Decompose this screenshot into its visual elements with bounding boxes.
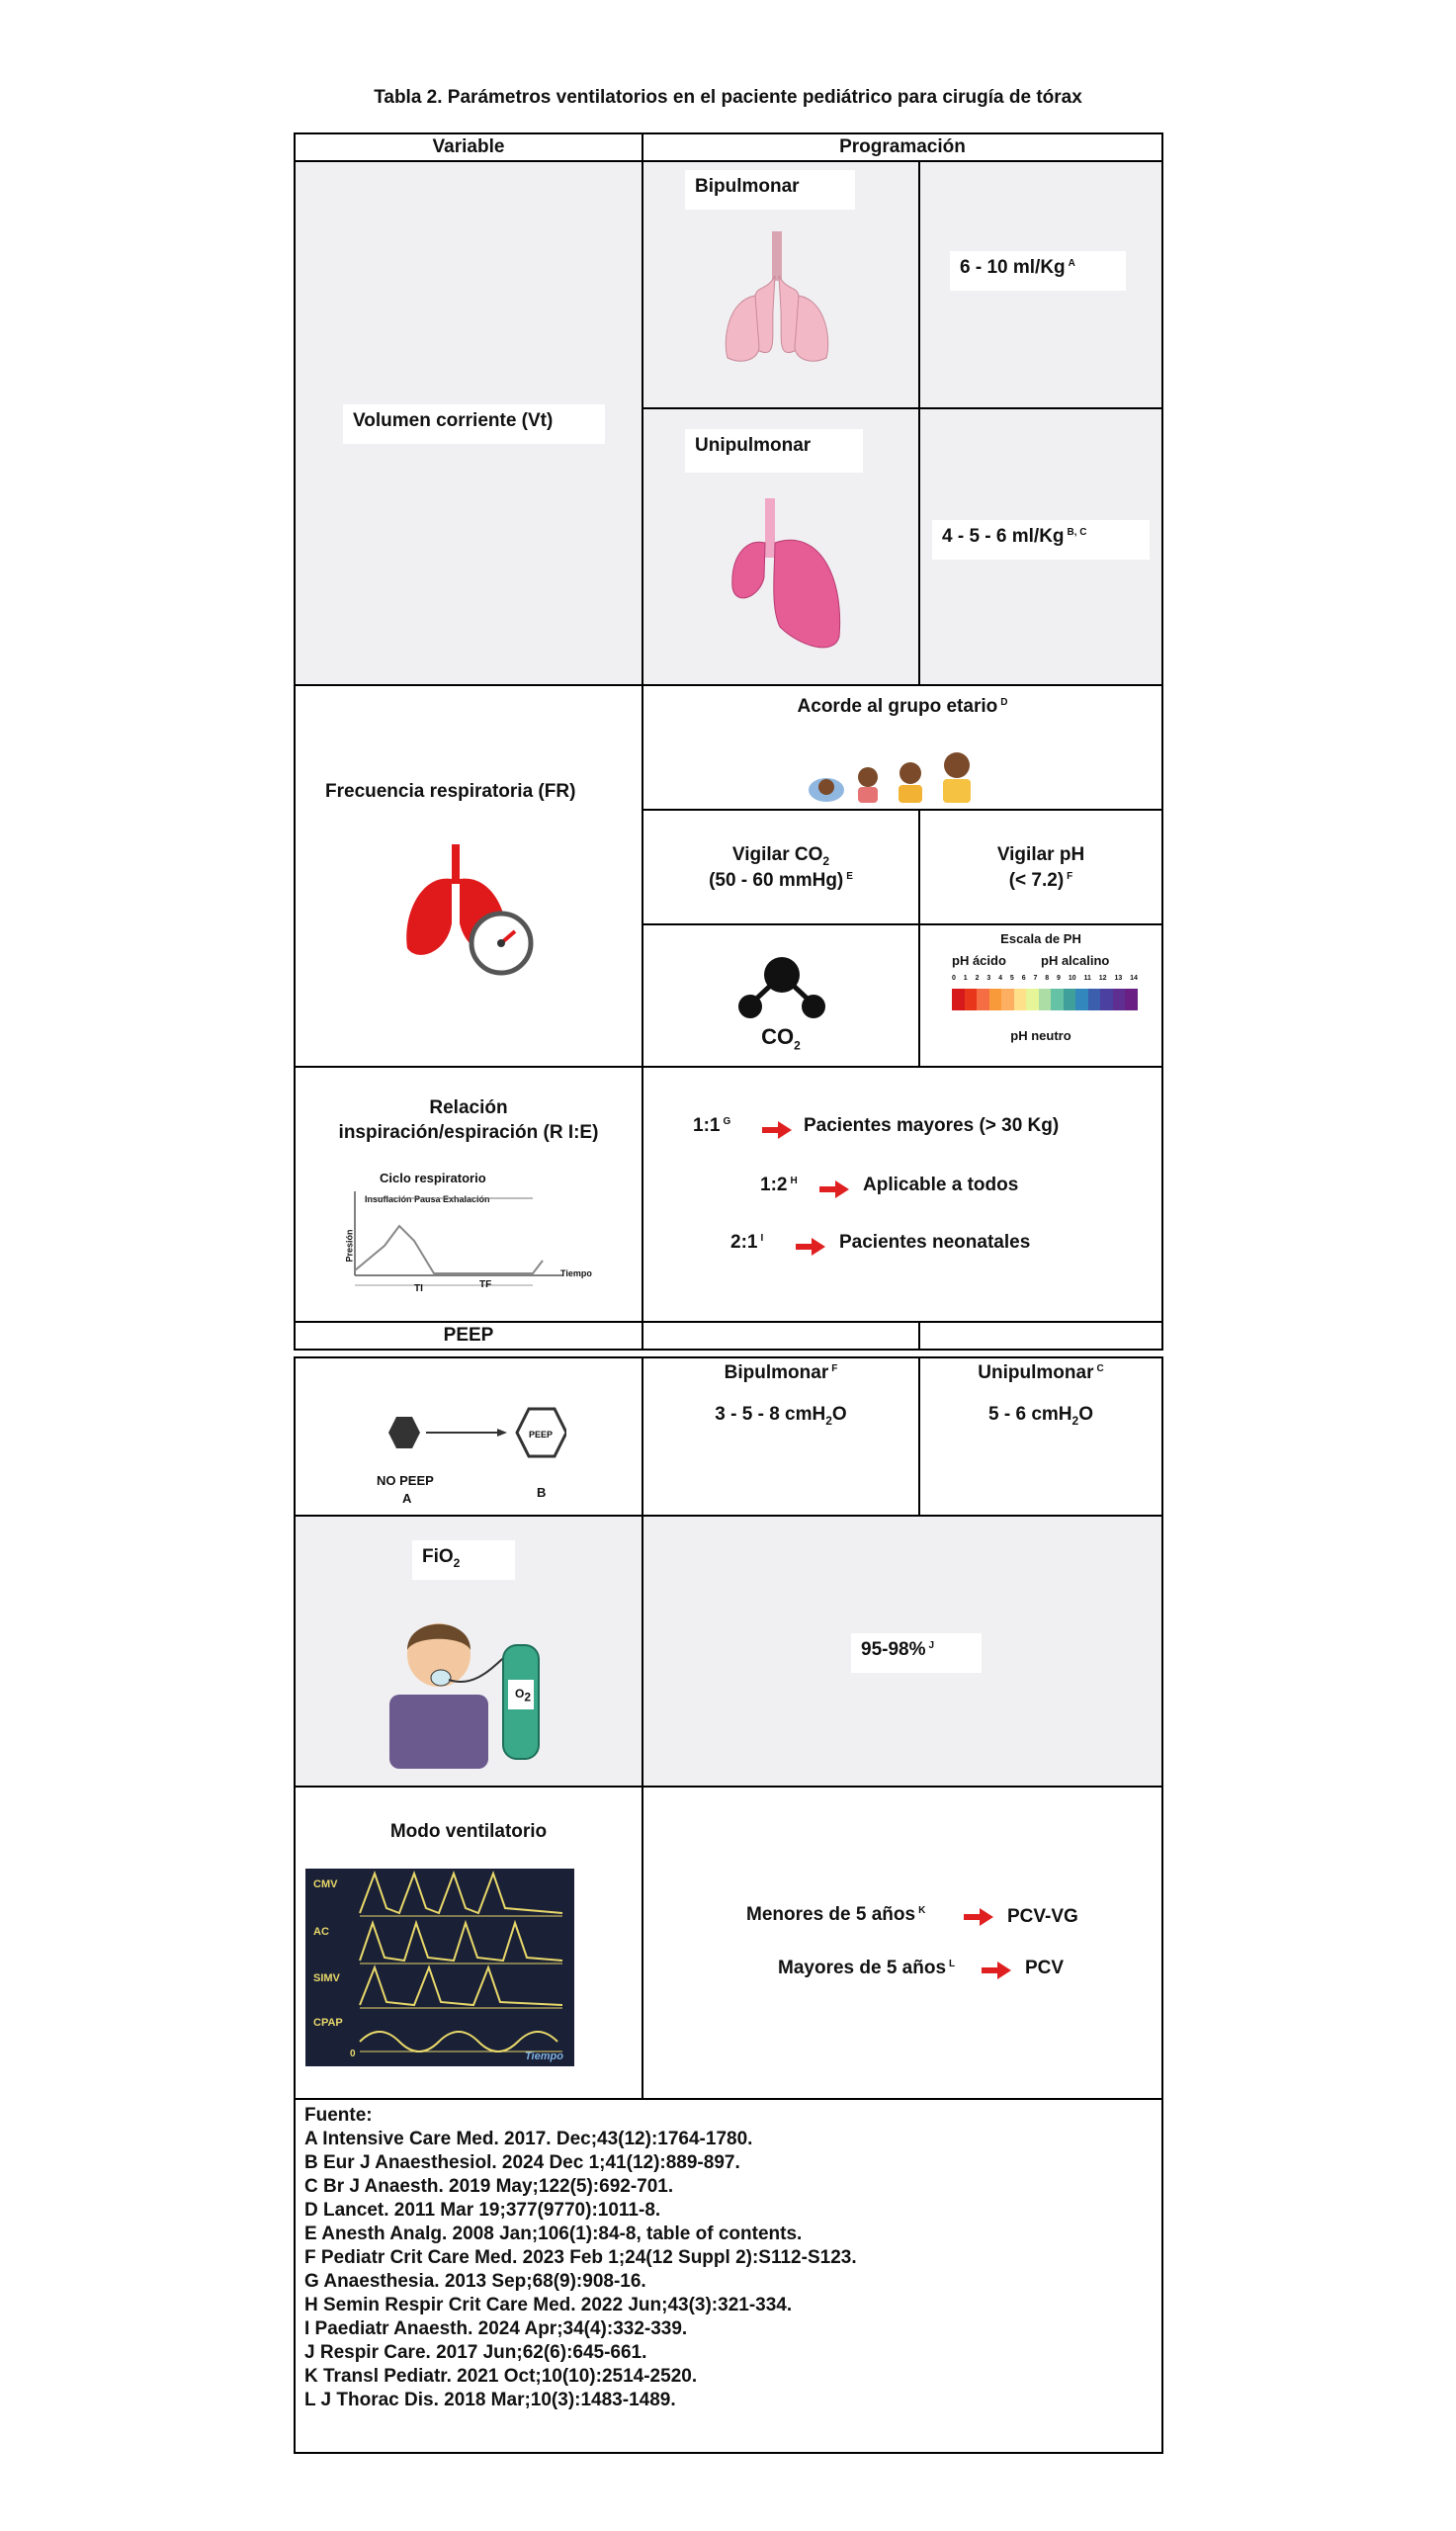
single-lung-icon: [721, 498, 859, 656]
reference-item: C Br J Anaesth. 2019 May;122(5):692-701.: [304, 2176, 674, 2197]
fr-ph-cell: [918, 809, 1163, 925]
fr-acorde-cell: [642, 684, 1163, 811]
fio2-value: 95-98% $^J$: [851, 1633, 982, 1673]
patient-oxygen-icon: [380, 1601, 557, 1769]
vt-bi-value: 6 - 10 ml/Kg $^A$: [950, 251, 1126, 291]
ph-color-segment: [1088, 989, 1101, 1010]
peep-uni-value: 5 - 6 cmH$_2$O: [988, 1404, 1093, 1428]
ie-ratio-1: 1:1 $^G$: [683, 1109, 760, 1149]
reference-item: I Paediatr Anaesth. 2024 Apr;34(4):332-339.: [304, 2318, 688, 2339]
vt-variable-cell: [294, 160, 643, 686]
references-list: [304, 2104, 857, 2412]
ph-tick-label: 8: [1045, 975, 1050, 982]
children-icon: [807, 745, 985, 805]
ph-color-segment: [1064, 989, 1076, 1010]
header-variable-cell: [294, 132, 643, 162]
tank-label: $O_2$: [515, 1687, 532, 1704]
peep-a: A: [402, 1491, 412, 1506]
ph-color-segment: [1100, 989, 1113, 1010]
lungs-icon: [718, 231, 836, 370]
reference-item: G Anaesthesia. 2013 Sep;68(9):908-16.: [304, 2271, 646, 2292]
ph-color-segment: [1125, 989, 1138, 1010]
modo-mayores: Mayores de 5 años $^L$: [778, 1958, 956, 1978]
ph-tick-label: 7: [1033, 975, 1038, 982]
ph-tick-label: 10: [1068, 975, 1076, 982]
wave-zero: 0: [350, 2049, 356, 2059]
arrow-icon: [794, 1236, 827, 1258]
ph-tick-label: 12: [1098, 975, 1107, 982]
ph-acido: pH ácido: [952, 953, 1006, 968]
ie-ratio-3: 2:1 $^I$: [721, 1226, 798, 1266]
ph-tick-label: 14: [1130, 975, 1138, 982]
fio2-variable-cell: [294, 1515, 643, 1788]
fr-co2-icon-cell: [642, 923, 920, 1068]
cycle-title: Ciclo respiratorio: [380, 1171, 486, 1185]
modo-variable-cell: [294, 1786, 643, 2100]
modo-label: Modo ventilatorio: [389, 1821, 548, 1842]
peep-bi-cell: [642, 1356, 920, 1517]
ie-label2: inspiración/espiración (R I:E): [338, 1122, 599, 1143]
vt-unipulmonar-label: Unipulmonar: [685, 429, 863, 473]
axis-tiempo: Tiempo: [560, 1268, 592, 1278]
reference-item: B Eur J Anaesthesiol. 2024 Dec 1;41(12):889-897.: [304, 2152, 740, 2173]
fuente-title: Fuente:: [304, 2105, 373, 2126]
reference-item: F Pediatr Crit Care Med. 2023 Feb 1;24(12 Suppl 2):S112-S123.: [304, 2247, 857, 2268]
table-title: Tabla 2. Parámetros ventilatorios en el paciente pediátrico para cirugía de tórax: [374, 87, 1082, 108]
modo-mayores-mode: PCV: [1025, 1958, 1065, 1978]
co2-icon-label: $CO_2$: [761, 1024, 801, 1053]
cycle-ti: TI: [414, 1283, 423, 1294]
peep-inner: PEEP: [529, 1430, 554, 1440]
peep-b: B: [537, 1485, 547, 1500]
wave-simv: SIMV: [313, 1972, 340, 1984]
peep-bi-value: 3 - 5 - 8 cmH$_2$O: [715, 1404, 847, 1428]
peep-unipulmonar: Unipulmonar $^C$: [978, 1362, 1104, 1383]
ph-alcalino: pH alcalino: [1041, 953, 1110, 968]
fr-label: Frecuencia respiratoria (FR): [315, 775, 622, 815]
fr-co2-line2: (50 - 60 mmHg) $^E$: [709, 870, 853, 891]
ie-desc-3: Pacientes neonatales: [829, 1226, 1132, 1266]
vt-label: Volumen corriente (Vt): [343, 404, 605, 444]
peep-header-empty-1: [642, 1321, 920, 1351]
wave-ac: AC: [313, 1926, 329, 1938]
respiratory-cycle-graph: [335, 1186, 572, 1295]
wave-cmv: CMV: [313, 1878, 338, 1890]
reference-item: E Anesth Analg. 2008 Jan;106(1):84-8, table of contents.: [304, 2224, 803, 2244]
peep-label: PEEP: [443, 1325, 494, 1346]
fr-co2-line1: Vigilar $CO_2$: [731, 844, 830, 868]
ph-neutro: pH neutro: [1010, 1028, 1071, 1043]
ie-variable-cell: [294, 1066, 643, 1323]
arrow-icon: [962, 1906, 995, 1928]
fr-co2-cell: [642, 809, 920, 925]
no-peep-label: NO PEEP: [377, 1473, 434, 1488]
peep-header-cell: [294, 1321, 643, 1351]
ph-color-bar: [952, 989, 1138, 1010]
reference-item: H Semin Respir Crit Care Med. 2022 Jun;43(3):321-334.: [304, 2295, 793, 2315]
lungs-gauge-icon: [402, 844, 541, 983]
ph-scale-title: Escala de PH: [1000, 931, 1081, 946]
header-programacion-cell: [642, 132, 1163, 162]
fio2-value-cell: [642, 1515, 1163, 1788]
waveform-panel: [305, 1869, 574, 2066]
fio2-label: FiO$_2$: [412, 1540, 515, 1580]
fr-ph-line1: Vigilar pH: [996, 844, 1085, 865]
reference-item: D Lancet. 2011 Mar 19;377(9770):1011-8.: [304, 2200, 661, 2221]
fr-ph-scale-cell: [918, 923, 1163, 1068]
reference-item: A Intensive Care Med. 2017. Dec;43(12):1764-1780.: [304, 2129, 753, 2149]
modo-menores: Menores de 5 años $^K$: [746, 1904, 926, 1925]
ph-color-segment: [1026, 989, 1039, 1010]
axis-presion: Presión: [344, 1229, 355, 1263]
reference-item: J Respir Care. 2017 Jun;62(6):645-661.: [304, 2342, 647, 2363]
waveform-graph: [305, 1869, 574, 2066]
ph-tick-label: 0: [952, 975, 956, 982]
fr-variable-cell: [294, 684, 643, 1068]
ph-color-segment: [1014, 989, 1027, 1010]
ph-tick-label: 3: [986, 975, 991, 982]
arrow-icon: [760, 1119, 794, 1141]
ph-tick-label: 13: [1114, 975, 1123, 982]
ph-tick-label: 6: [1021, 975, 1026, 982]
ph-tick-label: 9: [1057, 975, 1061, 982]
ph-ticks: [952, 975, 1138, 987]
ph-tick-label: 2: [975, 975, 980, 982]
vt-bipulmonar-cell: [642, 160, 920, 409]
reference-item: L J Thorac Dis. 2018 Mar;10(3):1483-1489.: [304, 2390, 676, 2410]
modo-menores-mode: PCV-VG: [1007, 1906, 1078, 1927]
ph-color-segment: [952, 989, 965, 1010]
ph-color-segment: [1051, 989, 1064, 1010]
ph-tick-label: 1: [963, 975, 968, 982]
wave-tiempo: Tiempo: [525, 2051, 563, 2062]
ph-color-segment: [1075, 989, 1088, 1010]
peep-header-empty-2: [918, 1321, 1163, 1351]
vt-bi-value-cell: [918, 160, 1163, 409]
ph-tick-label: 11: [1083, 975, 1091, 982]
cycle-tf: TF: [479, 1279, 492, 1290]
vt-uni-value: 4 - 5 - 6 ml/Kg $^{B, C}$: [932, 520, 1150, 560]
ie-values-cell: [642, 1066, 1163, 1323]
ph-color-segment: [1001, 989, 1014, 1010]
fr-ph-line2: (< 7.2) $^F$: [1008, 870, 1073, 891]
modo-values-cell: [642, 1786, 1163, 2100]
ie-desc-1: Pacientes mayores (> 30 Kg): [794, 1109, 1132, 1149]
vt-bipulmonar-label: Bipulmonar: [685, 170, 855, 210]
arrow-icon: [817, 1178, 851, 1200]
vt-unipulmonar-cell: [642, 407, 920, 686]
cycle-phases: Insuflación Pausa Exhalación: [365, 1194, 490, 1204]
reference-item: K Transl Pediatr. 2021 Oct;10(10):2514-2520.: [304, 2366, 698, 2387]
vt-uni-value-cell: [918, 407, 1163, 686]
header-variable: Variable: [432, 136, 505, 157]
ph-color-segment: [977, 989, 989, 1010]
ph-tick-label: 5: [1009, 975, 1014, 982]
fr-acorde: Acorde al grupo etario $^D$: [797, 696, 1008, 717]
ph-tick-label: 4: [998, 975, 1003, 982]
ph-color-segment: [1113, 989, 1126, 1010]
ph-color-segment: [989, 989, 1002, 1010]
arrow-icon: [980, 1960, 1013, 1981]
wave-cpap: CPAP: [313, 2017, 343, 2029]
ie-ratio-2: 1:2 $^H$: [750, 1169, 827, 1208]
header-programacion: Programación: [839, 136, 966, 157]
peep-uni-cell: [918, 1356, 1163, 1517]
ie-label1: Relación: [429, 1097, 508, 1118]
ph-color-segment: [1039, 989, 1052, 1010]
ph-color-segment: [965, 989, 978, 1010]
peep-icon-cell: [294, 1356, 643, 1517]
ie-desc-2: Aplicable a todos: [853, 1169, 1132, 1208]
peep-bipulmonar: Bipulmonar $^F$: [724, 1362, 838, 1383]
